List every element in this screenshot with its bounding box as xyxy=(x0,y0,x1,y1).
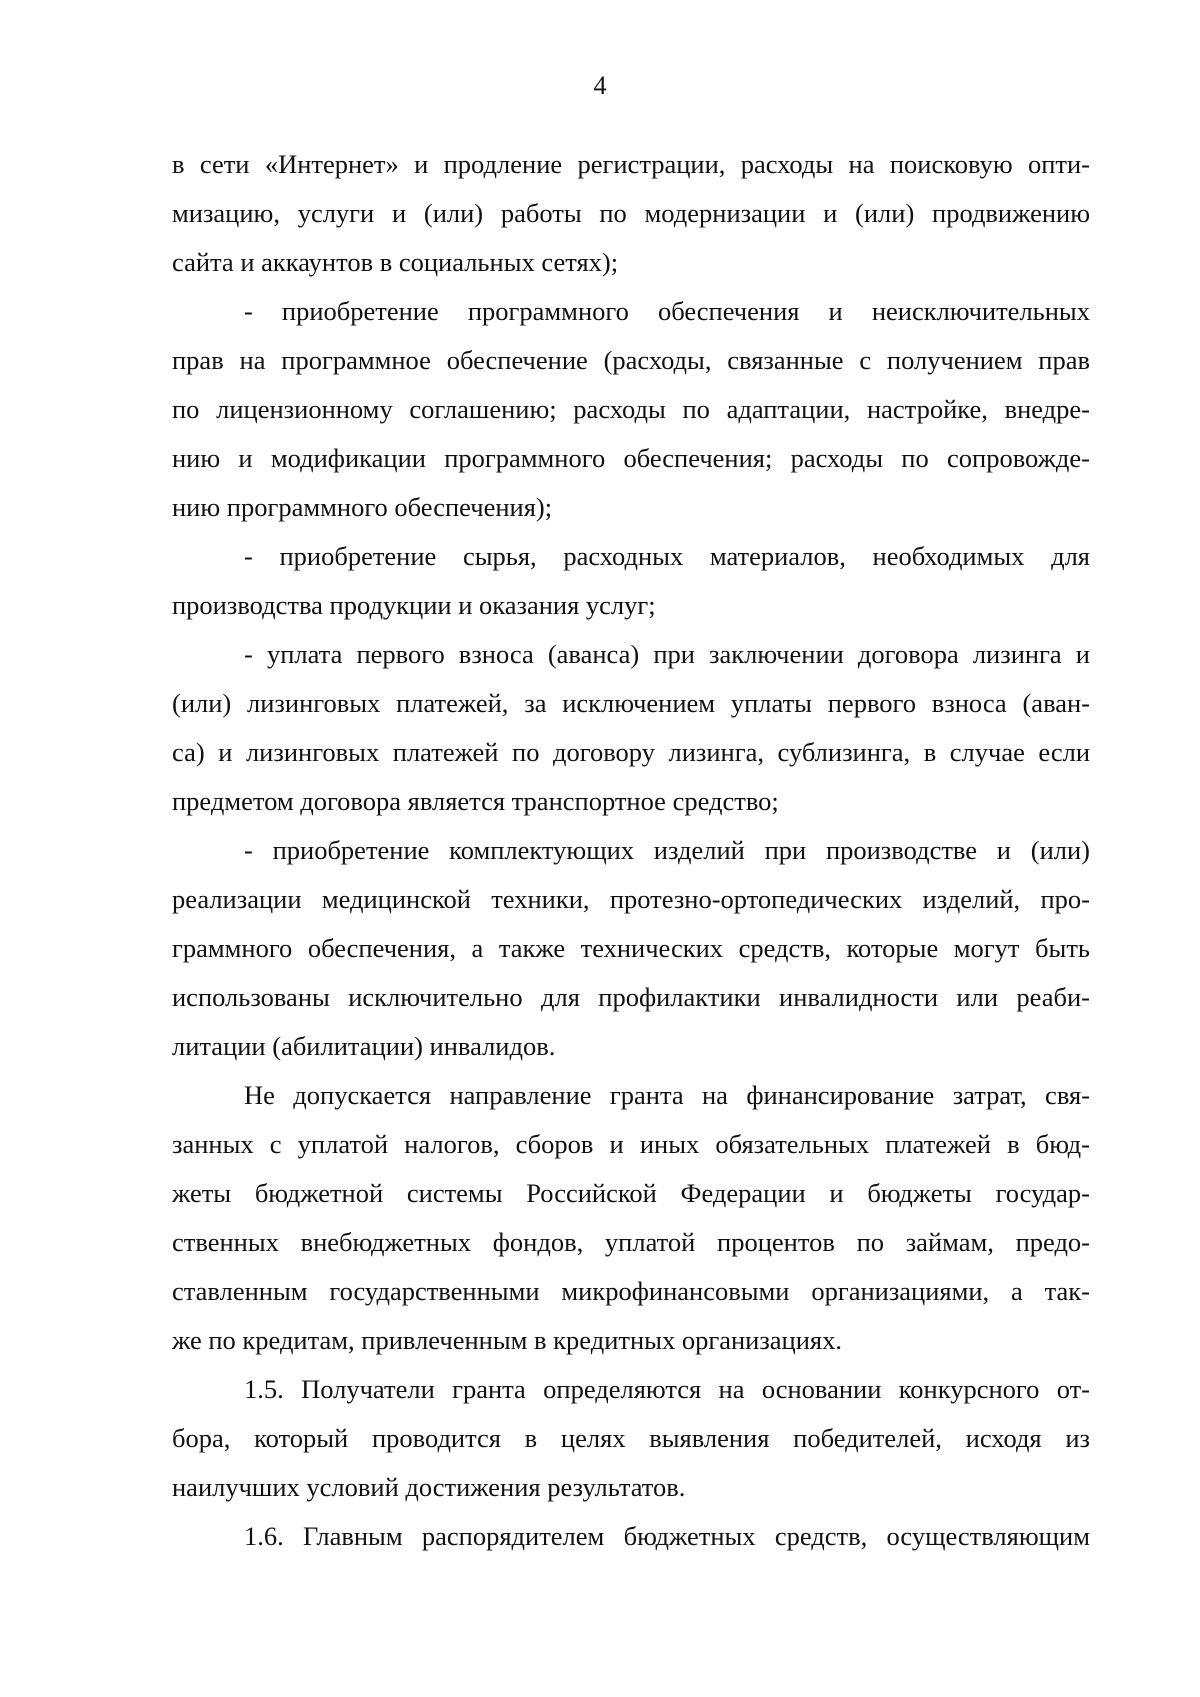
text-line: нию программного обеспечения); xyxy=(172,492,553,522)
text-line: ставленным государственными микрофинансовыми организациями, а так- xyxy=(172,1276,1090,1306)
text-line: же по кредитам, привлеченным в кредитных организациях. xyxy=(172,1325,842,1355)
text-line: - приобретение комплектующих изделий при производстве и (или) xyxy=(244,835,1090,865)
text-line: са) и лизинговых платежей по договору лизинга, сублизинга, в случае если xyxy=(172,737,1090,767)
text-line: - приобретение программного обеспечения и неисключительных xyxy=(244,296,1090,326)
text-line: - уплата первого взноса (аванса) при заключении договора лизинга и xyxy=(244,639,1090,669)
text-line: наилучших условий достижения результатов. xyxy=(172,1472,686,1502)
text-line: занных с уплатой налогов, сборов и иных обязательных платежей в бюд- xyxy=(172,1129,1090,1159)
text-line: сайта и аккаунтов в социальных сетях); xyxy=(172,247,619,277)
text-line: по лицензионному соглашению; расходы по адаптации, настройке, внедре- xyxy=(172,394,1090,424)
text-line: граммного обеспечения, а также технических средств, которые могут быть xyxy=(172,933,1090,963)
text-line: 1.5. Получатели гранта определяются на основании конкурсного от- xyxy=(244,1374,1090,1404)
text-line: реализации медицинской техники, протезно-ортопедических изделий, про- xyxy=(172,884,1090,914)
document-body xyxy=(172,140,1090,1561)
text-line: Не допускается направление гранта на финансирование затрат, свя- xyxy=(244,1080,1090,1110)
text-line: - приобретение сырья, расходных материалов, необходимых для xyxy=(244,541,1090,571)
text-line: бора, который проводится в целях выявления победителей, исходя из xyxy=(172,1423,1090,1453)
text-line: (или) лизинговых платежей, за исключением уплаты первого взноса (аван- xyxy=(172,688,1090,718)
text-line: мизацию, услуги и (или) работы по модернизации и (или) продвижению xyxy=(172,198,1090,228)
text-line: использованы исключительно для профилактики инвалидности или реаби- xyxy=(172,982,1090,1012)
text-line: предметом договора является транспортное средство; xyxy=(172,786,779,816)
text-line: литации (абилитации) инвалидов. xyxy=(172,1031,556,1061)
text-line: в сети «Интернет» и продление регистрации, расходы на поисковую опти- xyxy=(172,149,1090,179)
text-line: прав на программное обеспечение (расходы, связанные с получением прав xyxy=(172,345,1090,375)
text-line: 1.6. Главным распорядителем бюджетных средств, осуществляющим xyxy=(244,1521,1090,1551)
text-line: жеты бюджетной системы Российской Федерации и бюджеты государ- xyxy=(172,1178,1090,1208)
text-line: производства продукции и оказания услуг; xyxy=(172,590,656,620)
text-line: нию и модификации программного обеспечения; расходы по сопровожде- xyxy=(172,443,1090,473)
text-line: ственных внебюджетных фондов, уплатой процентов по займам, предо- xyxy=(172,1227,1090,1257)
page-number: 4 xyxy=(593,71,607,100)
